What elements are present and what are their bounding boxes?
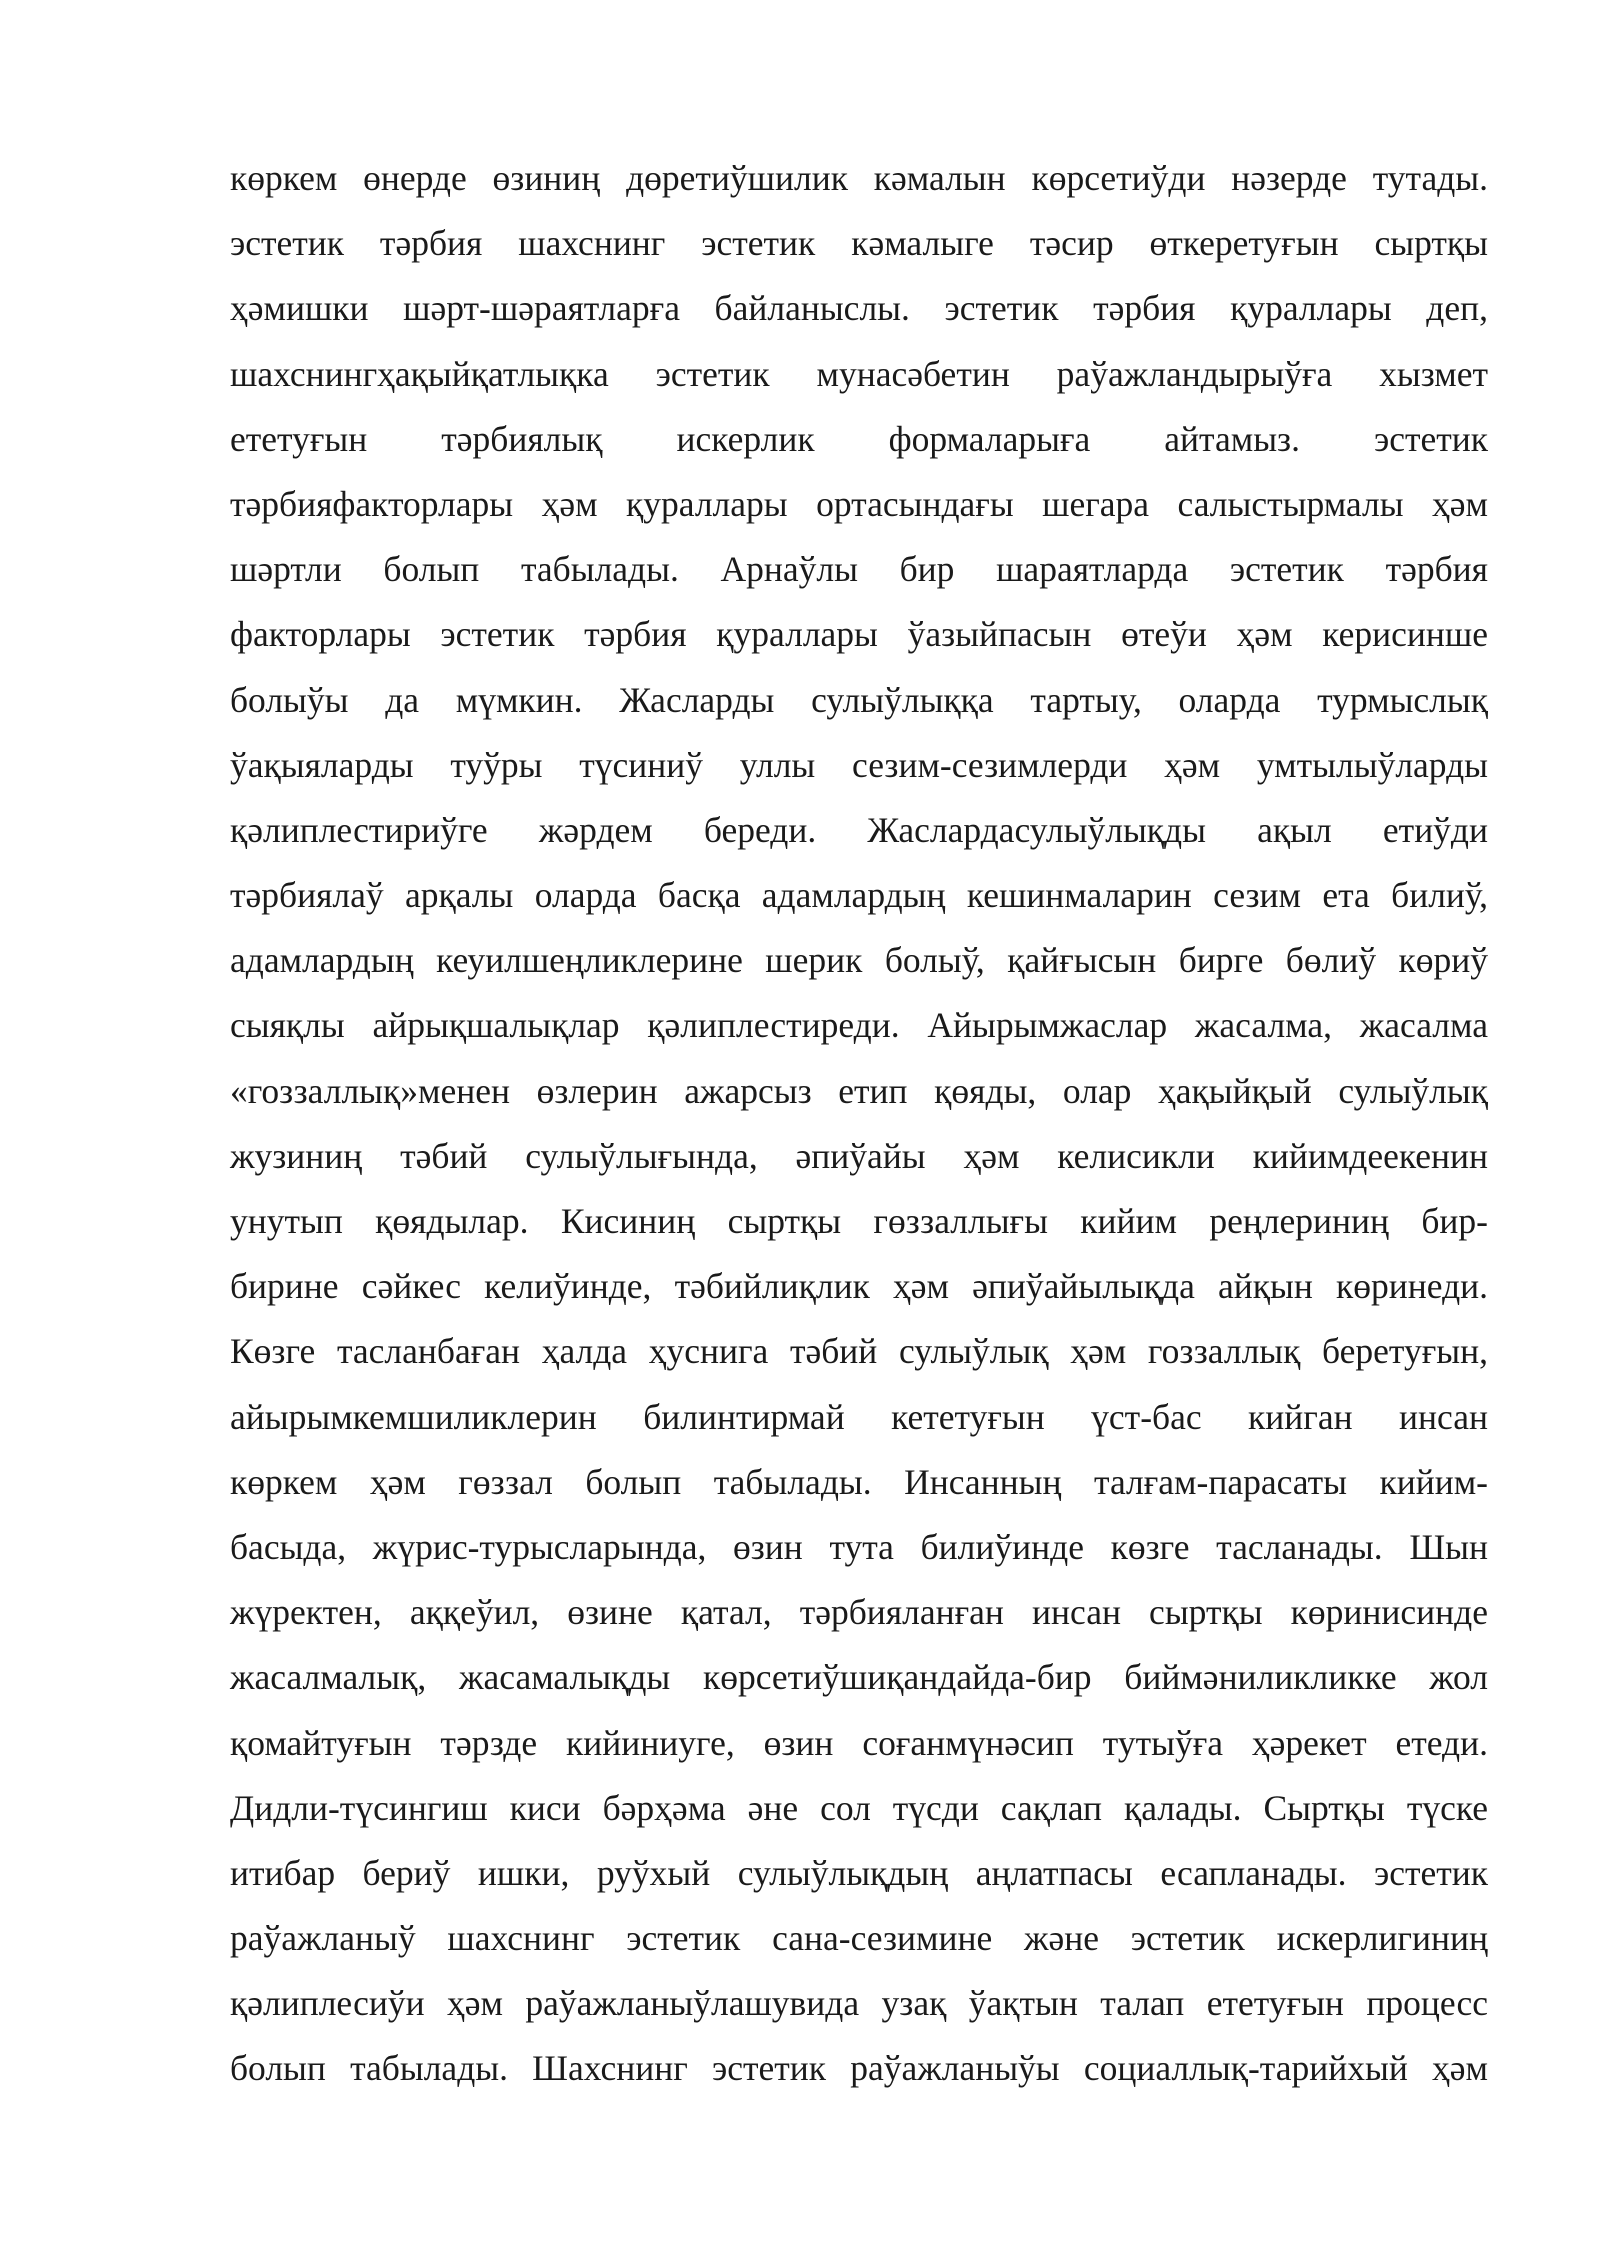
text-line: итибар бериў ишки, руўхый сулыўлықдың аңлатпасы есапланады. эстетик [230, 1852, 1488, 1893]
text-line: тәрбияфакторлары ҳәм қураллары ортасындағы шегара салыстырмалы ҳәм [230, 483, 1488, 524]
text-line: айырымкемшиликлерин билинтирмай кететуғын үст-бас кийган инсан [230, 1396, 1488, 1437]
text-line: Дидли-түсингиш киси бәрҳәма әне сол түсди сақлап қалады. Сыртқы түске [230, 1787, 1488, 1828]
text-line: қәлиплесиўи ҳәм раўажланыўлашувида узақ ўақтын талап ететуғын процесс [230, 1983, 1488, 2024]
text-line: «гоззаллық»менен өзлерин ажарсыз етип қөяды, олар ҳақыйқый сулыўлық [230, 1070, 1488, 1111]
text-line: сыяқлы айрықшалықлар қәлиплестиреди. Айырымжаслар жасалма, жасалма [230, 1005, 1488, 1046]
text-line: қәлиплестириўге жәрдем береди. Жаслардасулыўлықды ақыл етиўди [230, 809, 1488, 850]
text-line: жузиниң тәбий сулыўлығында, әпиўайы ҳәм келисикли кийимдеекенин [230, 1135, 1488, 1176]
text-line: басыда, жүрис-турысларында, өзин тута билиўинде көзге тасланады. Шын [230, 1526, 1488, 1567]
text-line: шахснингҳақыйқатлықка эстетик мунасәбетин раўажландырыўға хызмет [230, 353, 1488, 394]
text-line: болыўы да мүмкин. Жасларды сулыўлыққа тартыу, оларда турмыслық [230, 679, 1488, 720]
text-line: Көзге тасланбаған ҳалда ҳуснига тәбий сулыўлық ҳәм гоззаллық беретуғын, [230, 1331, 1488, 1372]
text-line: адамлардың кеуилшеңликлерине шерик болыў, қайғысын бирге бөлиў көриў [230, 940, 1488, 981]
text-line: жүректен, аққеўил, өзине қатал, тәрбияланған инсан сыртқы көринисинде [230, 1592, 1488, 1633]
text-line: тәрбиялаў арқалы оларда басқа адамлардың кешинмаларин сезим ета билиў, [230, 875, 1488, 916]
text-line: қомайтуғын тәрзде кийиниуге, өзин соғанмүнәсип тутыўға ҳәрекет етеди. [230, 1722, 1488, 1763]
text-line: ҳәмишки шәрт-шәраятларға байланыслы. эстетик тәрбия қураллары деп, [230, 288, 1488, 329]
text-line: ететуғын тәрбиялық искерлик формаларыға айтамыз. эстетик [230, 418, 1488, 459]
text-line: жасалмалық, жасамалықды көрсетиўшиқандайда-бир биймәниликликке жол [230, 1657, 1488, 1698]
text-line: унутып қөядылар. Кисиниң сыртқы гөззаллығы кийим реңлериниң бир- [230, 1201, 1488, 1241]
text-line: болып табылады. Шахснинг эстетик раўажланыўы социаллық-тарийхый ҳәм [230, 2048, 1488, 2089]
text-line: раўажланыў шахснинг эстетик сана-сезимине және эстетик искерлигиниң [230, 1918, 1488, 1959]
text-line: көркем өнерде өзиниң дөретиўшилик кәмалын көрсетиўди нәзерде тутады. [230, 158, 1488, 198]
text-line: эстетик тәрбия шахснинг эстетик кәмалыге тәсир өткеретуғын сыртқы [230, 223, 1488, 264]
text-line: көркем ҳәм гөззал болып табылады. Инсанның талғам-парасаты кийим- [230, 1461, 1488, 1502]
text-line: ўақыяларды туўры түсиниў уллы сезим-сезимлерди ҳәм умтылыўларды [230, 744, 1488, 785]
text-line: факторлары эстетик тәрбия қураллары ўазыйпасын өтеўи ҳәм керисинше [230, 614, 1488, 655]
text-line: бирине сәйкес келиўинде, тәбийлиқлик ҳәм әпиўайылықда айқын көринеди. [230, 1266, 1488, 1307]
body-paragraph [230, 146, 1488, 2102]
text-line: шәртли болып табылады. Арнаўлы бир шараятларда эстетик тәрбия [230, 549, 1488, 590]
